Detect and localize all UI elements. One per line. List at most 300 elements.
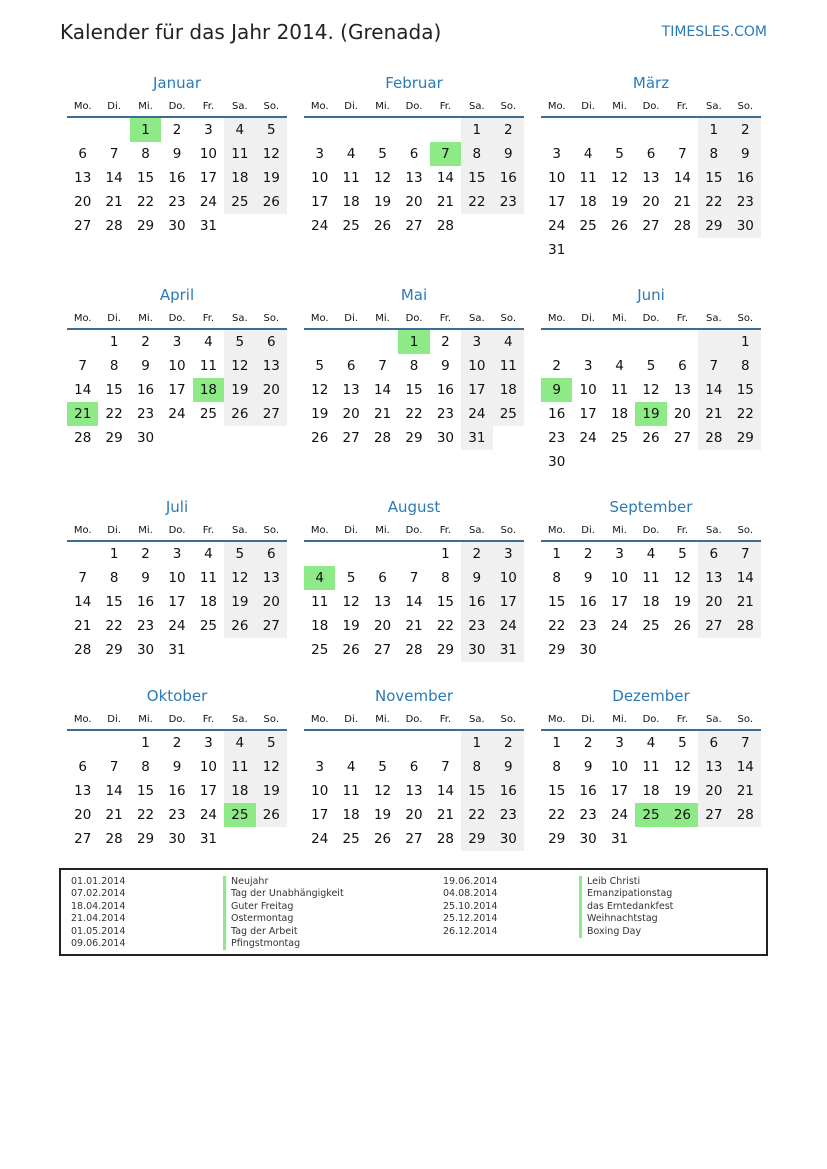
day-cell: 6 (409, 759, 419, 775)
day-cell: 14 (436, 170, 455, 186)
day-cell: 5 (646, 358, 656, 374)
day-cell: 18 (579, 194, 597, 210)
month-4 (67, 282, 287, 450)
legend-date: 04.08.2014 (443, 888, 498, 900)
empty-cell (98, 731, 129, 755)
weekday-label: Mi. (612, 101, 627, 112)
day-cell: 6 (346, 358, 356, 374)
empty-cell (304, 118, 335, 142)
weekday-label: So. (500, 313, 517, 324)
empty-cell (698, 330, 729, 354)
day-cell: 6 (698, 731, 729, 755)
day-cell: 3 (204, 122, 213, 138)
weekday-label: So. (737, 101, 754, 112)
weekday-label: Mo. (310, 313, 329, 324)
day-cell: 24 (311, 218, 329, 234)
day-cell: 9 (141, 570, 150, 586)
weekday-label: Mi. (612, 525, 627, 536)
day-cell: 3 (172, 546, 182, 562)
day-cell: 20 (256, 378, 287, 402)
day-cell: 24 (168, 406, 186, 422)
empty-cell (335, 330, 366, 354)
day-cell: 11 (199, 358, 218, 374)
day-cell: 1 (730, 330, 761, 354)
day-cell: 5 (678, 735, 687, 751)
empty-cell (572, 450, 603, 474)
day-cell: 24 (168, 618, 186, 634)
day-cell: 16 (730, 166, 761, 190)
weekday-label: Fr. (676, 714, 689, 725)
weekday-label: Mi. (375, 313, 390, 324)
day-cell: 19 (610, 194, 629, 210)
weekday-label: Sa. (469, 525, 485, 536)
day-cell: 5 (615, 146, 624, 162)
day-cell: 3 (204, 735, 213, 751)
day-cell: 7 (378, 358, 387, 374)
day-cell: 6 (646, 146, 656, 162)
weekday-label: Di. (107, 714, 121, 725)
day-cell: 24 (461, 402, 492, 426)
day-cell: 22 (698, 190, 729, 214)
day-cell: 27 (256, 402, 287, 426)
day-cell: 3 (615, 546, 624, 562)
day-cell: 30 (168, 831, 186, 847)
weekday-label: Mi. (138, 525, 153, 536)
legend-holiday-name: Pfingstmontag (223, 938, 344, 950)
day-cell: 8 (141, 759, 150, 775)
day-cell: 25 (199, 406, 218, 422)
empty-cell (67, 330, 98, 354)
weekday-label: Fr. (676, 525, 689, 536)
weekday-label: So. (500, 101, 517, 112)
day-cell: 15 (105, 382, 123, 398)
day-cell: 2 (441, 334, 450, 350)
day-cell: 17 (610, 594, 629, 610)
empty-cell (604, 330, 635, 354)
weekday-label: Sa. (469, 714, 485, 725)
weekday-header (541, 520, 761, 542)
day-cell: 1 (398, 330, 429, 354)
day-cell: 27 (405, 831, 423, 847)
weekday-label: Fr. (202, 101, 215, 112)
day-cell: 27 (373, 642, 392, 658)
day-cell: 15 (548, 783, 566, 799)
day-cell: 22 (136, 807, 155, 823)
day-cell: 19 (311, 406, 329, 422)
weekday-label: Di. (107, 313, 121, 324)
empty-cell (730, 450, 761, 474)
legend-holiday-name: Guter Freitag (223, 901, 344, 913)
weekday-label: Mo. (310, 714, 329, 725)
day-cell: 13 (642, 170, 660, 186)
day-cell: 18 (342, 807, 360, 823)
day-cell: 27 (405, 218, 423, 234)
day-cell: 11 (610, 382, 629, 398)
empty-cell (367, 731, 398, 755)
day-cell: 7 (730, 542, 761, 566)
empty-cell (224, 214, 255, 238)
empty-cell (256, 827, 287, 851)
day-cell: 25 (635, 803, 666, 827)
month-3 (541, 70, 761, 262)
weekday-label: Sa. (469, 101, 485, 112)
day-cell: 24 (579, 430, 597, 446)
day-cell: 2 (552, 358, 561, 374)
day-cell: 20 (698, 779, 729, 803)
day-cell: 26 (256, 190, 287, 214)
day-cell: 14 (373, 382, 392, 398)
day-cell: 23 (168, 807, 186, 823)
day-cell: 1 (552, 735, 561, 751)
day-cell: 21 (105, 807, 123, 823)
day-cell: 31 (610, 831, 629, 847)
legend-holiday-name: Boxing Day (579, 926, 673, 938)
weekday-label: Mo. (310, 101, 329, 112)
day-cell: 9 (441, 358, 450, 374)
empty-cell (224, 638, 255, 662)
day-cell: 2 (172, 735, 182, 751)
day-cell: 11 (642, 570, 660, 586)
day-grid (304, 542, 524, 662)
day-cell: 7 (441, 759, 450, 775)
empty-cell (541, 330, 572, 354)
day-cell: 13 (405, 170, 423, 186)
day-cell: 16 (136, 382, 155, 398)
day-cell: 20 (405, 194, 423, 210)
day-cell: 27 (342, 430, 360, 446)
day-cell: 31 (493, 638, 524, 662)
weekday-label: Sa. (706, 525, 722, 536)
day-cell: 18 (642, 594, 660, 610)
day-cell: 19 (224, 378, 255, 402)
day-cell: 9 (730, 142, 761, 166)
day-cell: 29 (136, 218, 155, 234)
day-cell: 15 (136, 170, 155, 186)
day-cell: 30 (493, 827, 524, 851)
day-cell: 18 (224, 779, 255, 803)
month-name: März (632, 74, 670, 92)
weekday-label: So. (737, 525, 754, 536)
weekday-label: Sa. (232, 714, 248, 725)
day-cell: 15 (136, 783, 155, 799)
day-cell: 12 (610, 170, 629, 186)
day-cell: 8 (141, 146, 150, 162)
month-name: Mai (400, 286, 428, 304)
day-cell: 29 (136, 831, 155, 847)
day-cell: 12 (673, 570, 692, 586)
empty-cell (667, 330, 698, 354)
day-cell: 3 (493, 542, 524, 566)
day-cell: 3 (315, 146, 324, 162)
day-cell: 30 (730, 214, 761, 238)
day-cell: 18 (193, 378, 224, 402)
day-cell: 15 (548, 594, 566, 610)
day-cell: 29 (405, 430, 423, 446)
day-cell: 26 (673, 618, 692, 634)
day-cell: 5 (224, 542, 255, 566)
day-cell: 2 (730, 118, 761, 142)
day-cell: 16 (548, 406, 566, 422)
weekday-label: Do. (405, 101, 423, 112)
empty-cell (667, 238, 698, 262)
day-cell: 12 (224, 566, 255, 590)
day-cell: 25 (579, 218, 597, 234)
day-cell: 12 (642, 382, 660, 398)
day-cell: 28 (698, 426, 729, 450)
day-cell: 12 (256, 755, 287, 779)
empty-cell (572, 118, 603, 142)
day-cell: 9 (493, 142, 524, 166)
day-cell: 5 (256, 118, 287, 142)
month-8 (304, 494, 524, 662)
day-cell: 19 (673, 594, 692, 610)
day-cell: 13 (342, 382, 360, 398)
day-cell: 17 (579, 406, 597, 422)
month-5 (304, 282, 524, 450)
day-cell: 27 (698, 614, 729, 638)
legend-date: 21.04.2014 (71, 913, 126, 925)
day-cell: 1 (141, 735, 150, 751)
month-12 (541, 683, 761, 851)
day-cell: 4 (304, 566, 335, 590)
day-cell: 30 (579, 831, 597, 847)
day-grid (304, 731, 524, 851)
legend-names-right (579, 876, 673, 938)
legend-holiday-name: Weihnachtstag (579, 913, 673, 925)
day-cell: 7 (78, 358, 87, 374)
day-grid (304, 330, 524, 450)
day-cell: 14 (730, 566, 761, 590)
empty-cell (367, 118, 398, 142)
day-cell: 18 (642, 783, 660, 799)
day-cell: 22 (461, 803, 492, 827)
empty-cell (730, 238, 761, 262)
day-cell: 3 (315, 759, 324, 775)
day-cell: 28 (74, 430, 92, 446)
day-cell: 4 (204, 546, 213, 562)
month-6 (541, 282, 761, 474)
day-cell: 23 (548, 430, 566, 446)
weekday-label: Mi. (375, 101, 390, 112)
weekday-label: Do. (642, 714, 660, 725)
day-cell: 3 (172, 334, 182, 350)
day-cell: 29 (548, 642, 566, 658)
empty-cell (635, 638, 666, 662)
day-cell: 26 (256, 803, 287, 827)
day-cell: 24 (610, 618, 629, 634)
day-cell: 11 (224, 755, 255, 779)
day-cell: 29 (436, 642, 455, 658)
day-cell: 4 (583, 146, 593, 162)
day-cell: 23 (579, 618, 597, 634)
weekday-label: So. (263, 313, 280, 324)
empty-cell (730, 638, 761, 662)
day-cell: 23 (493, 190, 524, 214)
day-cell: 1 (109, 334, 119, 350)
day-cell: 11 (642, 759, 660, 775)
day-cell: 10 (610, 759, 629, 775)
day-cell: 28 (74, 642, 92, 658)
day-grid (67, 542, 287, 662)
day-cell: 8 (109, 570, 119, 586)
weekday-label: Mo. (73, 525, 92, 536)
day-cell: 30 (136, 642, 155, 658)
day-cell: 3 (461, 330, 492, 354)
day-cell: 4 (493, 330, 524, 354)
day-cell: 23 (730, 190, 761, 214)
day-cell: 5 (378, 146, 387, 162)
day-cell: 23 (168, 194, 186, 210)
day-cell: 24 (548, 218, 566, 234)
day-cell: 28 (373, 430, 392, 446)
empty-cell (635, 118, 666, 142)
day-cell: 28 (730, 614, 761, 638)
month-name: September (609, 498, 693, 516)
weekday-label: Do. (642, 101, 660, 112)
day-cell: 9 (172, 759, 182, 775)
legend-holiday-name: das Erntedankfest (579, 901, 673, 913)
empty-cell (224, 426, 255, 450)
day-grid (304, 118, 524, 238)
empty-cell (335, 731, 366, 755)
day-cell: 5 (378, 759, 387, 775)
day-cell: 14 (105, 170, 123, 186)
weekday-label: Fr. (202, 313, 215, 324)
day-cell: 21 (67, 402, 98, 426)
empty-cell (635, 330, 666, 354)
day-cell: 23 (436, 406, 455, 422)
weekday-label: Sa. (706, 313, 722, 324)
day-cell: 30 (136, 430, 155, 446)
day-cell: 6 (256, 330, 287, 354)
legend-holiday-name: Tag der Arbeit (223, 926, 344, 938)
empty-cell (604, 450, 635, 474)
empty-cell (256, 214, 287, 238)
legend-holiday-name: Neujahr (223, 876, 344, 888)
day-cell: 8 (441, 570, 450, 586)
day-cell: 22 (436, 618, 455, 634)
day-cell: 12 (373, 170, 392, 186)
day-cell: 10 (199, 759, 218, 775)
day-cell: 16 (168, 783, 186, 799)
day-grid (541, 542, 761, 662)
weekday-label: Do. (405, 525, 423, 536)
weekday-label: Mo. (547, 525, 566, 536)
day-cell: 24 (493, 614, 524, 638)
weekday-header (304, 520, 524, 542)
weekday-label: Mi. (375, 714, 390, 725)
weekday-label: Sa. (232, 101, 248, 112)
day-cell: 19 (373, 807, 392, 823)
weekday-label: Mo. (547, 101, 566, 112)
weekday-label: Fr. (202, 525, 215, 536)
day-cell: 28 (405, 642, 423, 658)
day-cell: 25 (610, 430, 629, 446)
day-cell: 17 (311, 807, 329, 823)
day-cell: 19 (342, 618, 360, 634)
day-cell: 29 (105, 642, 123, 658)
day-cell: 3 (552, 146, 561, 162)
weekday-label: Di. (344, 101, 358, 112)
brand-link[interactable]: TIMESLES.COM (661, 24, 767, 40)
day-cell: 25 (311, 642, 329, 658)
day-cell: 6 (78, 759, 87, 775)
day-cell: 18 (342, 194, 360, 210)
weekday-label: So. (737, 313, 754, 324)
empty-cell (398, 118, 429, 142)
day-cell: 13 (405, 783, 423, 799)
day-cell: 19 (256, 779, 287, 803)
empty-cell (635, 450, 666, 474)
day-cell: 21 (105, 194, 123, 210)
day-cell: 14 (74, 594, 92, 610)
day-cell: 21 (730, 779, 761, 803)
day-cell: 20 (673, 406, 692, 422)
day-cell: 29 (548, 831, 566, 847)
day-cell: 8 (552, 570, 561, 586)
day-cell: 30 (461, 638, 492, 662)
day-cell: 25 (342, 831, 360, 847)
day-cell: 25 (224, 803, 255, 827)
legend-holiday-name: Tag der Unabhängigkeit (223, 888, 344, 900)
day-cell: 1 (698, 118, 729, 142)
day-cell: 13 (74, 783, 92, 799)
day-cell: 7 (730, 731, 761, 755)
weekday-label: So. (737, 714, 754, 725)
day-cell: 29 (730, 426, 761, 450)
day-cell: 2 (141, 334, 150, 350)
legend-date: 25.10.2014 (443, 900, 498, 912)
day-grid (67, 118, 287, 238)
day-cell: 28 (673, 218, 692, 234)
day-cell: 21 (74, 618, 92, 634)
day-cell: 11 (579, 170, 597, 186)
day-cell: 17 (461, 378, 492, 402)
weekday-label: Do. (168, 101, 186, 112)
day-cell: 12 (224, 354, 255, 378)
month-name: Februar (385, 74, 443, 92)
weekday-label: Di. (581, 714, 595, 725)
empty-cell (604, 638, 635, 662)
day-cell: 31 (199, 831, 218, 847)
day-cell: 20 (373, 618, 392, 634)
day-grid (541, 731, 761, 851)
month-2 (304, 70, 524, 238)
empty-cell (256, 426, 287, 450)
weekday-label: Fr. (439, 714, 452, 725)
day-cell: 14 (74, 382, 92, 398)
weekday-label: Di. (581, 101, 595, 112)
weekday-header (67, 709, 287, 731)
empty-cell (493, 214, 524, 238)
weekday-label: Mi. (612, 714, 627, 725)
empty-cell (193, 638, 224, 662)
weekday-header (304, 96, 524, 118)
day-cell: 11 (311, 594, 329, 610)
page-title: Kalender für das Jahr 2014. (Grenada) (60, 20, 442, 44)
holiday-legend (59, 868, 768, 956)
day-cell: 26 (373, 218, 392, 234)
weekday-label: Di. (107, 101, 121, 112)
legend-date: 09.06.2014 (71, 938, 126, 950)
empty-cell (367, 330, 398, 354)
month-9 (541, 494, 761, 662)
day-cell: 31 (548, 242, 566, 258)
legend-holiday-name: Emanzipationstag (579, 888, 673, 900)
weekday-label: Mo. (73, 101, 92, 112)
weekday-label: Mo. (73, 714, 92, 725)
month-7 (67, 494, 287, 662)
